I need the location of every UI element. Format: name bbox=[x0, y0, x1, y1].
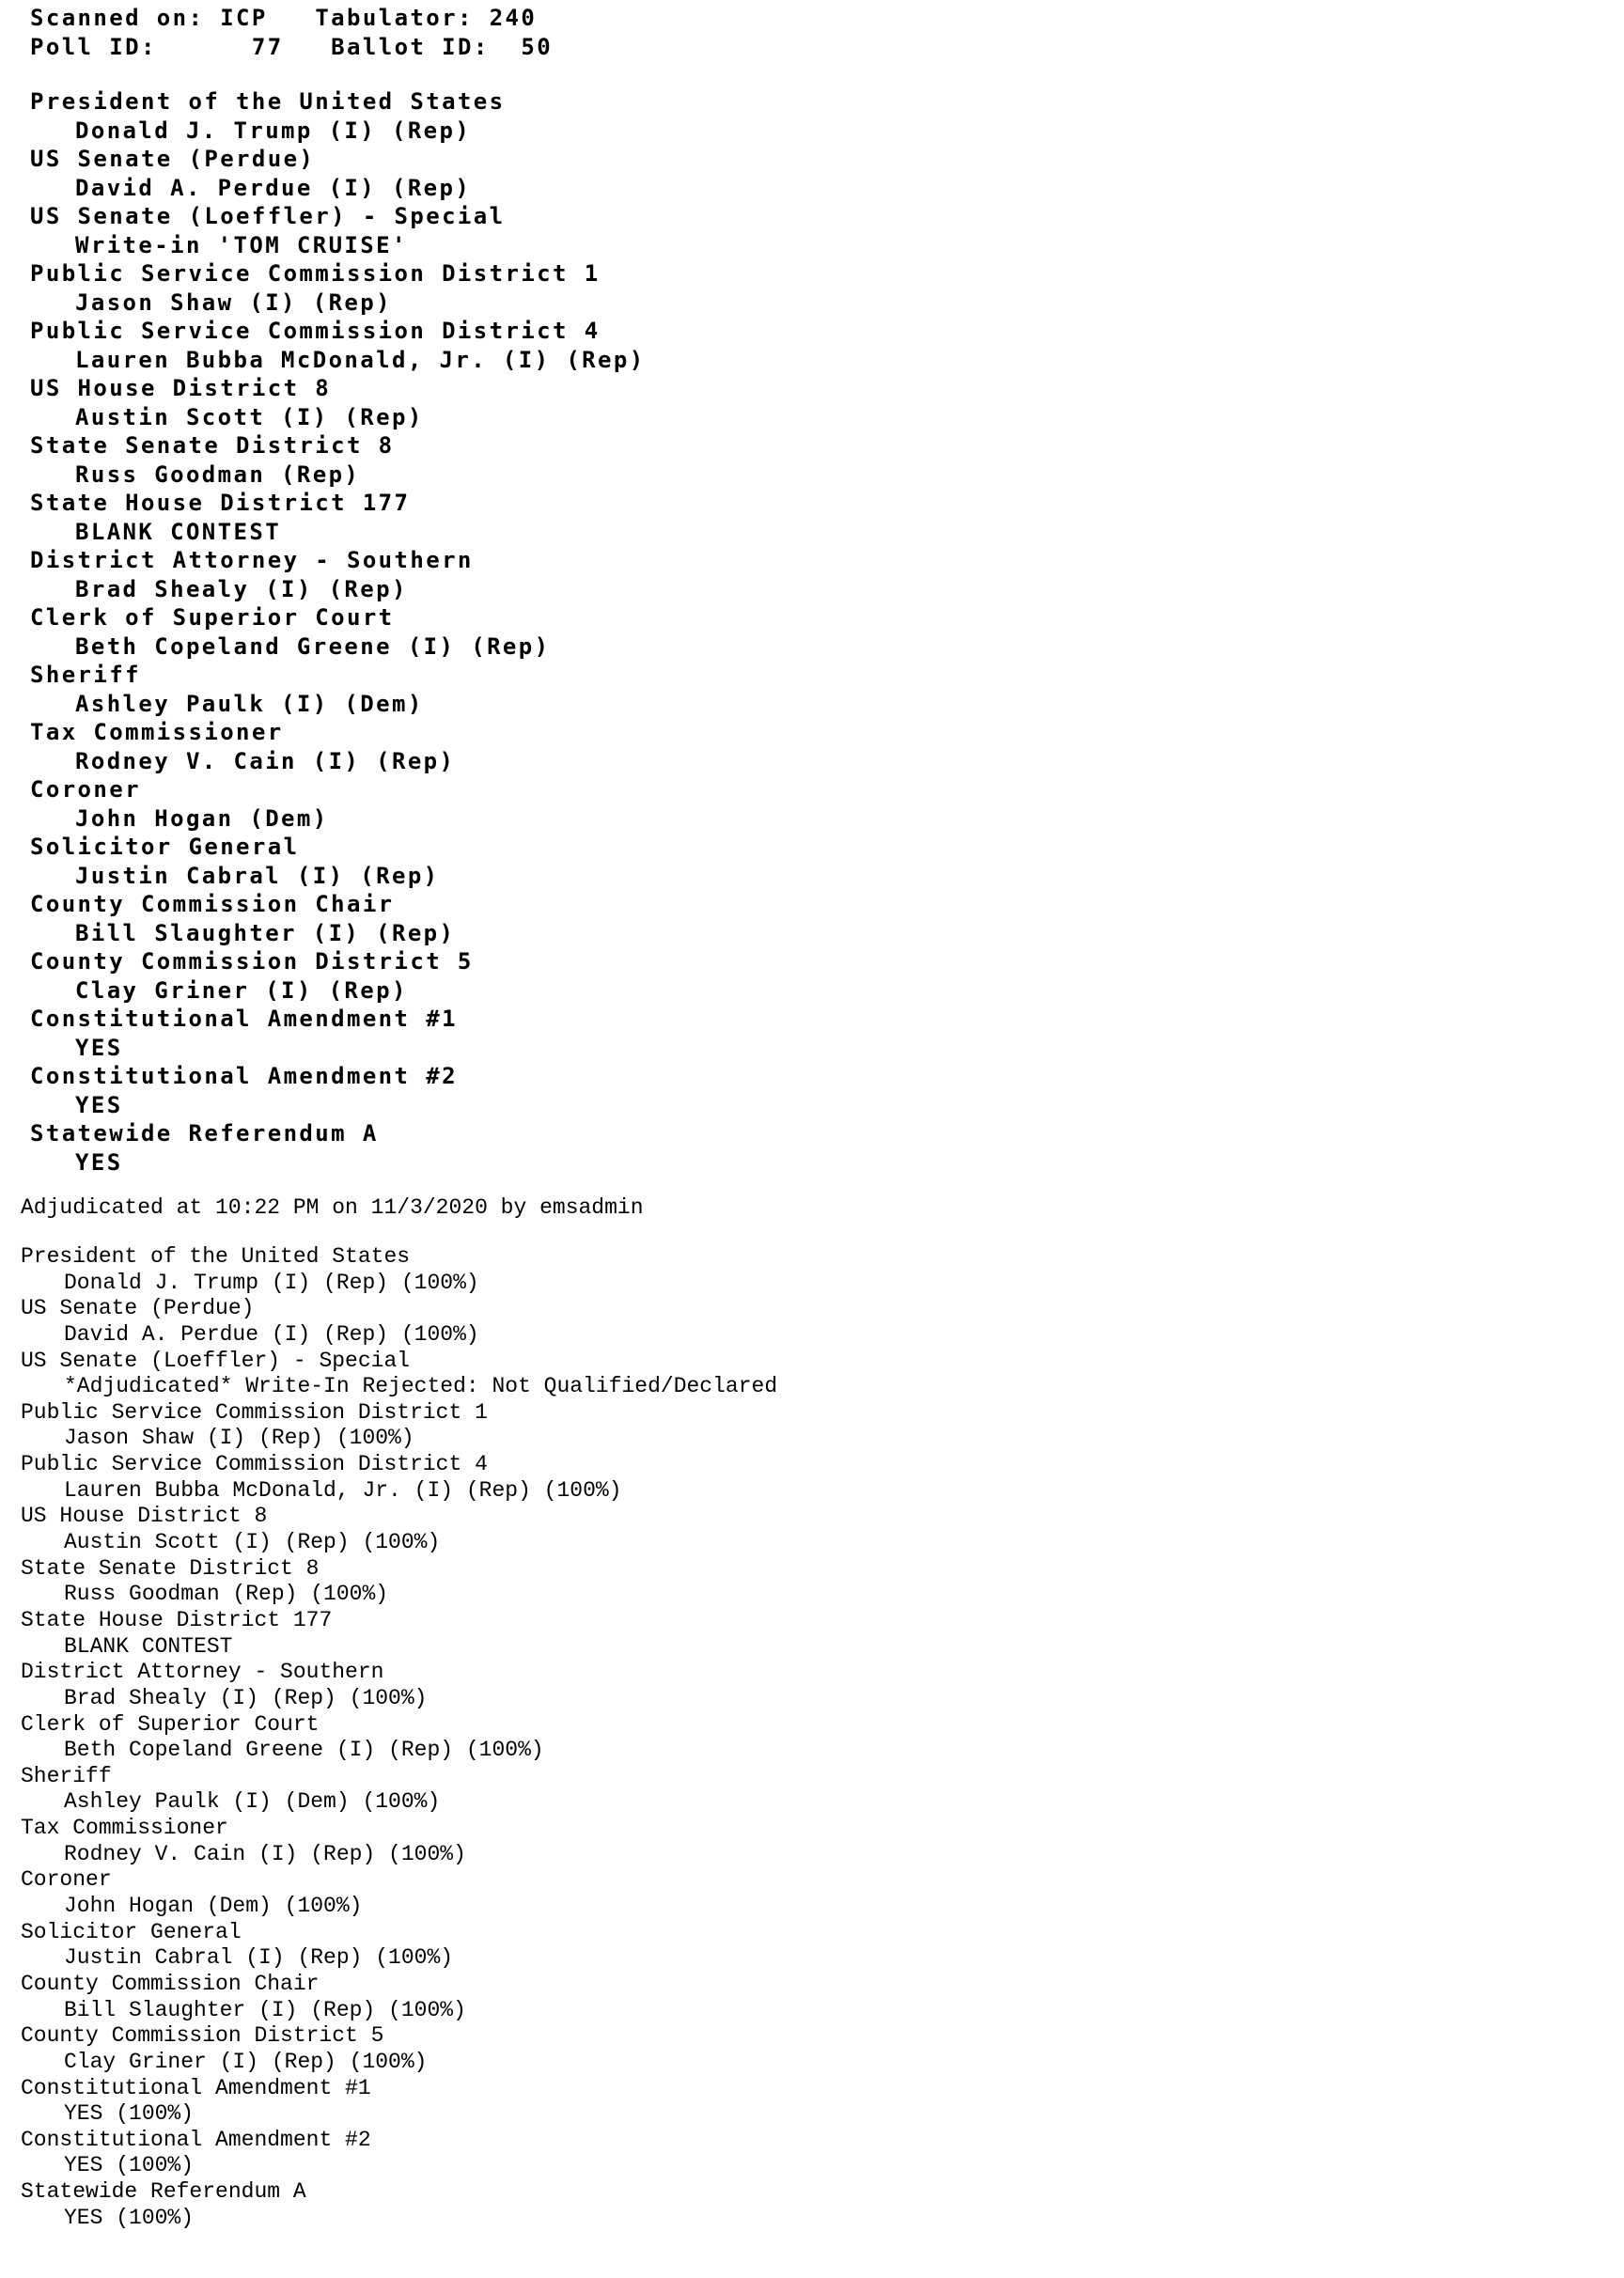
contest-selection: John Hogan (Dem) bbox=[75, 804, 329, 832]
contest-title: District Attorney - Southern bbox=[30, 547, 474, 573]
contest-title: US Senate (Perdue) bbox=[30, 146, 316, 172]
contest-selection: David A. Perdue (I) (Rep) bbox=[75, 174, 472, 201]
contest-title: US Senate (Loeffler) - Special bbox=[21, 1348, 411, 1373]
contest-selection: Beth Copeland Greene (I) (Rep) bbox=[75, 632, 551, 660]
contest-selection: Russ Goodman (Rep) bbox=[75, 460, 361, 488]
contest-title: Public Service Commission District 1 bbox=[30, 260, 601, 287]
contest-title: Constitutional Amendment #1 bbox=[21, 2075, 371, 2100]
contest-title: State House District 177 bbox=[30, 490, 411, 516]
contest-title: Solicitor General bbox=[21, 1919, 242, 1944]
contest-title: Constitutional Amendment #2 bbox=[21, 2127, 371, 2152]
contest-selection: Lauren Bubba McDonald, Jr. (I) (Rep) (100%) bbox=[64, 1477, 622, 1503]
contest-selection: YES bbox=[75, 1148, 123, 1176]
contest-selection: *Adjudicated* Write-In Rejected: Not Qualified/Declared bbox=[64, 1374, 778, 1399]
tabulator-label: Tabulator: bbox=[315, 5, 474, 31]
contest-selection: Bill Slaughter (I) (Rep) (100%) bbox=[64, 1997, 466, 2022]
contest-selection: YES bbox=[75, 1091, 123, 1118]
contest-selection: Donald J. Trump (I) (Rep) (100%) bbox=[64, 1270, 479, 1295]
poll-id-value: 77 bbox=[251, 33, 284, 60]
contest-selection: Clay Griner (I) (Rep) bbox=[75, 976, 408, 1004]
ballot-id-value: 50 bbox=[521, 33, 554, 60]
spacer bbox=[30, 61, 1534, 87]
contest-selection: YES (100%) bbox=[64, 2205, 195, 2230]
contest-selection: Justin Cabral (I) (Rep) (100%) bbox=[64, 1945, 454, 1971]
contest-selection: BLANK CONTEST bbox=[64, 1633, 233, 1659]
scan-header-line-2 bbox=[30, 33, 1534, 62]
contest-title: County Commission District 5 bbox=[30, 948, 474, 975]
contest-selection: YES bbox=[75, 1034, 123, 1061]
contest-selection: YES (100%) bbox=[64, 2101, 195, 2127]
tabulator-value: 240 bbox=[489, 5, 538, 31]
contest-title: Sheriff bbox=[21, 1763, 112, 1788]
contest-title: County Commission District 5 bbox=[21, 2023, 384, 2049]
contest-selection: David A. Perdue (I) (Rep) (100%) bbox=[64, 1321, 479, 1347]
adjudicated-ballot-section bbox=[21, 1244, 1524, 2231]
poll-id-label: Poll ID: bbox=[30, 33, 157, 60]
contest-title: Statewide Referendum A bbox=[30, 1120, 379, 1147]
contest-title: Coroner bbox=[30, 776, 141, 803]
contest-selection: Brad Shealy (I) (Rep) (100%) bbox=[64, 1685, 428, 1710]
contest-selection: Bill Slaughter (I) (Rep) bbox=[75, 919, 456, 946]
contest-title: County Commission Chair bbox=[21, 1971, 320, 1996]
contest-title: Public Service Commission District 4 bbox=[30, 318, 601, 344]
contest-title: State Senate District 8 bbox=[21, 1555, 320, 1581]
contest-selection: BLANK CONTEST bbox=[75, 518, 282, 545]
adjudication-header: Adjudicated at 10:22 PM on 11/3/2020 by emsadmin bbox=[21, 1195, 644, 1220]
contest-title: State Senate District 8 bbox=[30, 432, 395, 459]
contest-selection: Russ Goodman (Rep) (100%) bbox=[64, 1582, 389, 1607]
contest-selection: Austin Scott (I) (Rep) (100%) bbox=[64, 1530, 441, 1555]
contest-selection: Justin Cabral (I) (Rep) bbox=[75, 862, 440, 889]
contest-title: State House District 177 bbox=[21, 1607, 333, 1632]
contest-selection: Donald J. Trump (I) (Rep) bbox=[75, 117, 472, 144]
contest-title: Sheriff bbox=[30, 662, 141, 688]
contest-selection: Rodney V. Cain (I) (Rep) (100%) bbox=[64, 1841, 466, 1866]
contest-title: District Attorney - Southern bbox=[21, 1660, 384, 1685]
contest-title: President of the United States bbox=[30, 88, 506, 115]
scanned-on-value: ICP bbox=[220, 5, 268, 31]
contest-title: President of the United States bbox=[21, 1244, 411, 1269]
contest-title: US House District 8 bbox=[21, 1504, 268, 1529]
contest-title: County Commission Chair bbox=[30, 891, 395, 917]
contest-title: Public Service Commission District 4 bbox=[21, 1452, 488, 1477]
contest-selection: Brad Shealy (I) (Rep) bbox=[75, 575, 408, 602]
contest-title: Tax Commissioner bbox=[21, 1816, 228, 1841]
contest-selection: Ashley Paulk (I) (Dem) bbox=[75, 690, 424, 717]
contest-selection: Ashley Paulk (I) (Dem) (100%) bbox=[64, 1789, 441, 1815]
scanned-contest-list bbox=[30, 87, 1534, 1177]
contest-selection: YES (100%) bbox=[64, 2153, 195, 2178]
contest-title: US House District 8 bbox=[30, 375, 332, 401]
contest-selection: Austin Scott (I) (Rep) bbox=[75, 403, 424, 430]
contest-title: Clerk of Superior Court bbox=[30, 604, 395, 631]
scanned-ballot-section bbox=[30, 4, 1534, 1177]
scan-header-line-1 bbox=[30, 4, 1534, 33]
contest-selection: Lauren Bubba McDonald, Jr. (I) (Rep) bbox=[75, 346, 646, 373]
contest-title: Public Service Commission District 1 bbox=[21, 1399, 488, 1425]
contest-selection: Beth Copeland Greene (I) (Rep) (100%) bbox=[64, 1738, 544, 1763]
contest-selection: Jason Shaw (I) (Rep) (100%) bbox=[64, 1426, 414, 1451]
contest-selection: Write-in 'TOM CRUISE' bbox=[75, 231, 408, 258]
contest-title: Solicitor General bbox=[30, 834, 300, 860]
contest-title: Constitutional Amendment #1 bbox=[30, 1006, 458, 1032]
contest-selection: Rodney V. Cain (I) (Rep) bbox=[75, 747, 456, 774]
contest-selection: John Hogan (Dem) (100%) bbox=[64, 1894, 363, 1919]
contest-selection: Clay Griner (I) (Rep) (100%) bbox=[64, 2049, 428, 2074]
contest-title: US Senate (Loeffler) - Special bbox=[30, 203, 506, 229]
contest-selection: Jason Shaw (I) (Rep) bbox=[75, 289, 392, 316]
contest-title: Coroner bbox=[21, 1867, 112, 1893]
contest-title: Statewide Referendum A bbox=[21, 2179, 306, 2205]
ballot-id-label: Ballot ID: bbox=[331, 33, 490, 60]
contest-title: Clerk of Superior Court bbox=[21, 1711, 320, 1737]
contest-title: Tax Commissioner bbox=[30, 719, 284, 745]
adjudicated-contest-list bbox=[21, 1244, 1524, 2231]
contest-title: US Senate (Perdue) bbox=[21, 1296, 255, 1321]
contest-title: Constitutional Amendment #2 bbox=[30, 1063, 458, 1089]
scanned-on-label: Scanned on: bbox=[30, 5, 205, 31]
